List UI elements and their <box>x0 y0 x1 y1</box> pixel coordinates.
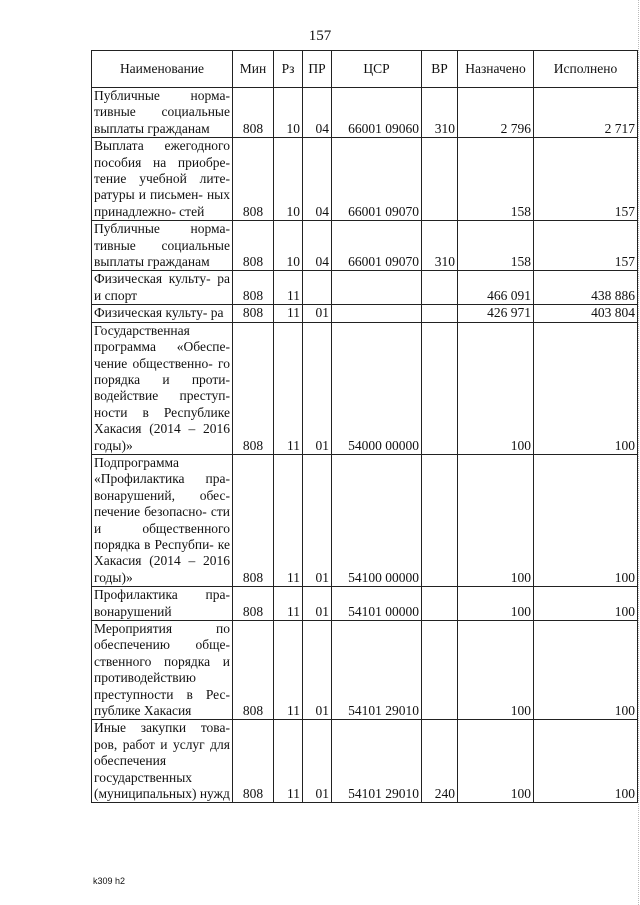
row-pr-cell: 04 <box>303 221 332 271</box>
row-vr-cell: 310 <box>422 221 458 271</box>
row-min-cell: 808 <box>233 454 274 586</box>
row-assigned-cell: 100 <box>458 322 534 454</box>
row-pr-cell: 01 <box>303 322 332 454</box>
row-assigned-cell: 2 796 <box>458 88 534 138</box>
footer-code: k309 h2 <box>93 876 126 886</box>
row-csr-cell <box>332 305 422 322</box>
row-csr-cell: 54101 00000 <box>332 587 422 621</box>
row-assigned-cell: 100 <box>458 454 534 586</box>
header-row <box>92 51 638 88</box>
row-name-cell: Выплата ежегодного пособия на приобре- тение учебной лите- ратуры и письмен- ных принадлежно- стей <box>92 138 233 221</box>
row-rz-cell: 11 <box>274 454 303 586</box>
col-header-min: Мин <box>233 51 274 88</box>
row-assigned-cell: 100 <box>458 720 534 803</box>
table-row <box>92 587 638 621</box>
row-name-cell: Государственная программа «Обеспе- чение общественно- го порядка и проти- водействие преступ- ности в Республике Хакасия (2014 – 2016 годы)» <box>92 322 233 454</box>
row-min-cell: 808 <box>233 221 274 271</box>
row-name-cell: Иные закупки това- ров, работ и услуг для обеспечения государственных (муниципальных) нужд <box>92 720 233 803</box>
row-name-cell: Публичные норма- тивные социальные выплаты гражданам <box>92 221 233 271</box>
col-header-vr: ВР <box>422 51 458 88</box>
row-rz-cell: 11 <box>274 305 303 322</box>
row-executed-cell: 100 <box>534 587 638 621</box>
row-csr-cell: 66001 09070 <box>332 138 422 221</box>
row-pr-cell: 01 <box>303 621 332 720</box>
row-pr-cell: 04 <box>303 138 332 221</box>
row-min-cell: 808 <box>233 621 274 720</box>
row-csr-cell: 54101 29010 <box>332 720 422 803</box>
table-row <box>92 305 638 322</box>
row-executed-cell: 100 <box>534 621 638 720</box>
row-assigned-cell: 100 <box>458 621 534 720</box>
row-assigned-cell: 466 091 <box>458 271 534 305</box>
row-name-cell: Мероприятия по обеспечению обще- ственного порядка и противодействию преступности в Рес- публике Хакасия <box>92 621 233 720</box>
row-min-cell: 808 <box>233 720 274 803</box>
table-row <box>92 322 638 454</box>
row-csr-cell: 54000 00000 <box>332 322 422 454</box>
row-csr-cell: 54101 29010 <box>332 621 422 720</box>
row-name-cell: Подпрограмма «Профилактика пра- вонарушений, обес- печение безопасно- сти и общественного порядка в Респубпи- ке Хакасия (2014 – 2016 годы)» <box>92 454 233 586</box>
row-pr-cell: 01 <box>303 454 332 586</box>
row-min-cell: 808 <box>233 138 274 221</box>
col-header-executed: Исполнено <box>534 51 638 88</box>
row-executed-cell: 157 <box>534 221 638 271</box>
row-executed-cell: 403 804 <box>534 305 638 322</box>
row-assigned-cell: 100 <box>458 587 534 621</box>
row-executed-cell: 100 <box>534 322 638 454</box>
row-rz-cell: 11 <box>274 720 303 803</box>
row-executed-cell: 100 <box>534 720 638 803</box>
row-pr-cell: 01 <box>303 720 332 803</box>
row-pr-cell <box>303 271 332 305</box>
row-assigned-cell: 158 <box>458 138 534 221</box>
table-row <box>92 720 638 803</box>
table-row <box>92 621 638 720</box>
col-header-pr: ПР <box>303 51 332 88</box>
row-vr-cell <box>422 322 458 454</box>
col-header-csr: ЦСР <box>332 51 422 88</box>
row-vr-cell <box>422 271 458 305</box>
row-min-cell: 808 <box>233 587 274 621</box>
row-vr-cell: 240 <box>422 720 458 803</box>
row-min-cell: 808 <box>233 88 274 138</box>
row-csr-cell: 54100 00000 <box>332 454 422 586</box>
row-vr-cell <box>422 305 458 322</box>
row-vr-cell <box>422 454 458 586</box>
row-rz-cell: 10 <box>274 88 303 138</box>
row-pr-cell: 04 <box>303 88 332 138</box>
row-assigned-cell: 426 971 <box>458 305 534 322</box>
row-rz-cell: 11 <box>274 271 303 305</box>
row-vr-cell <box>422 621 458 720</box>
row-csr-cell: 66001 09070 <box>332 221 422 271</box>
row-vr-cell <box>422 138 458 221</box>
row-vr-cell <box>422 587 458 621</box>
row-name-cell: Профилактика пра- вонарушений <box>92 587 233 621</box>
row-assigned-cell: 158 <box>458 221 534 271</box>
row-pr-cell: 01 <box>303 587 332 621</box>
row-min-cell: 808 <box>233 305 274 322</box>
budget-table <box>91 50 638 803</box>
row-rz-cell: 10 <box>274 138 303 221</box>
row-rz-cell: 11 <box>274 621 303 720</box>
table-body <box>92 88 638 803</box>
row-name-cell: Физическая культу- ра <box>92 305 233 322</box>
row-pr-cell: 01 <box>303 305 332 322</box>
row-executed-cell: 157 <box>534 138 638 221</box>
table-row <box>92 454 638 586</box>
table-row <box>92 88 638 138</box>
row-executed-cell: 438 886 <box>534 271 638 305</box>
col-header-rz: Рз <box>274 51 303 88</box>
table-row <box>92 271 638 305</box>
row-vr-cell: 310 <box>422 88 458 138</box>
col-header-assigned: Назначено <box>458 51 534 88</box>
row-executed-cell: 100 <box>534 454 638 586</box>
col-header-name: Наименование <box>92 51 233 88</box>
row-min-cell: 808 <box>233 271 274 305</box>
table-row <box>92 221 638 271</box>
row-executed-cell: 2 717 <box>534 88 638 138</box>
row-rz-cell: 11 <box>274 322 303 454</box>
row-name-cell: Физическая культу- ра и спорт <box>92 271 233 305</box>
row-rz-cell: 10 <box>274 221 303 271</box>
page-number: 157 <box>308 28 332 44</box>
row-csr-cell: 66001 09060 <box>332 88 422 138</box>
table-row <box>92 138 638 221</box>
row-rz-cell: 11 <box>274 587 303 621</box>
row-csr-cell <box>332 271 422 305</box>
row-name-cell: Публичные норма- тивные социальные выплаты гражданам <box>92 88 233 138</box>
row-min-cell: 808 <box>233 322 274 454</box>
